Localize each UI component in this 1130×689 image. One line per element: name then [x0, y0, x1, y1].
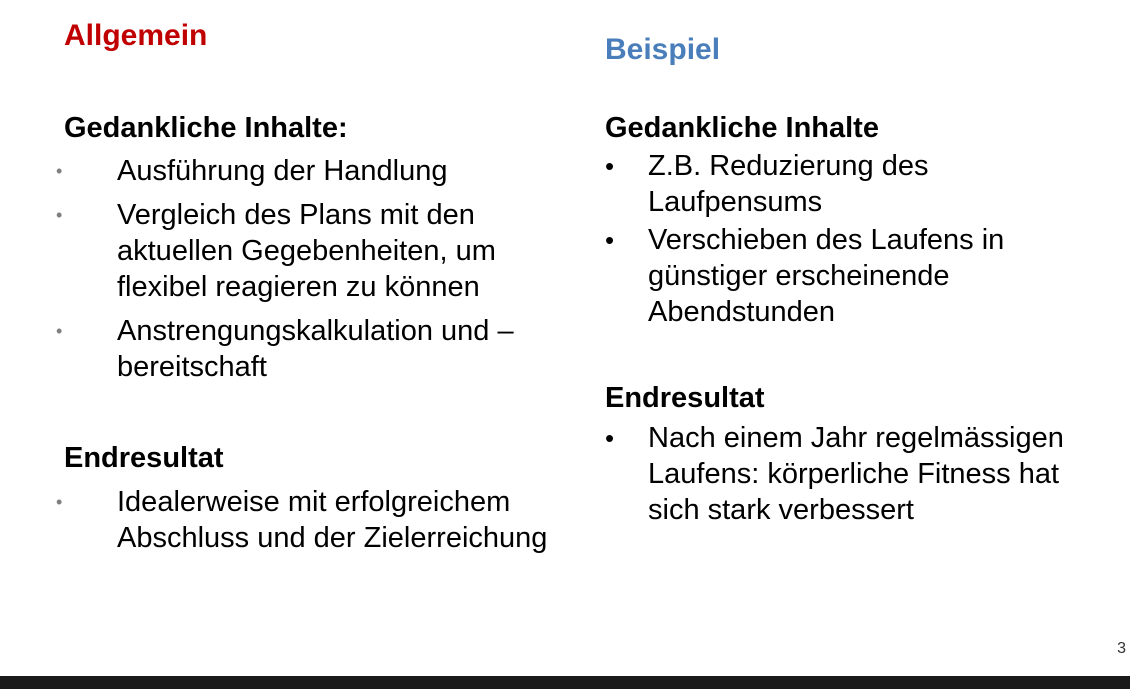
right-section1-title: Gedankliche Inhalte	[605, 112, 879, 144]
bullet-icon: •	[56, 205, 63, 225]
bullet-icon: •	[605, 225, 615, 255]
left-section1-list	[56, 153, 557, 393]
list-item-text: Vergleich des Plans mit den aktuellen Gegebenheiten, um flexibel reagieren zu können	[117, 199, 496, 303]
list-item	[56, 153, 557, 189]
bullet-icon: •	[56, 492, 63, 512]
list-item-text: Nach einem Jahr regelmässigen Laufens: körperliche Fitness hat sich stark verbessert	[648, 422, 1064, 526]
list-item	[605, 222, 1058, 330]
list-item	[56, 313, 557, 385]
right-section2-list	[605, 420, 1118, 530]
list-item-text: Idealerweise mit erfolgreichem Abschluss und der Zielerreichung	[117, 486, 548, 554]
list-item	[605, 420, 1118, 528]
list-item-text: Verschieben des Laufens in günstiger erscheinende Abendstunden	[648, 224, 1005, 328]
left-section2-list	[56, 484, 557, 564]
bottom-bar	[0, 676, 1130, 689]
list-item	[56, 484, 557, 556]
list-item-text: Anstrengungskalkulation und –bereitschaft	[117, 315, 514, 383]
bullet-icon: •	[605, 423, 615, 453]
bullet-icon: •	[56, 321, 63, 341]
list-item	[605, 148, 1058, 220]
left-column	[56, 18, 564, 554]
left-heading: Allgemein	[64, 19, 208, 52]
left-section2-title: Endresultat	[64, 442, 224, 474]
bullet-icon: •	[56, 161, 63, 181]
right-section2-title: Endresultat	[605, 382, 765, 414]
list-item-text: Z.B. Reduzierung des Laufpensums	[648, 150, 929, 218]
list-item	[56, 197, 557, 305]
list-item-text: Ausführung der Handlung	[117, 155, 448, 187]
left-section1-title: Gedankliche Inhalte:	[64, 112, 348, 144]
right-section1-list	[605, 148, 1058, 332]
page-number: 3	[1117, 640, 1126, 657]
right-heading: Beispiel	[605, 33, 721, 66]
bullet-icon: •	[605, 151, 615, 181]
right-column	[605, 32, 1115, 526]
